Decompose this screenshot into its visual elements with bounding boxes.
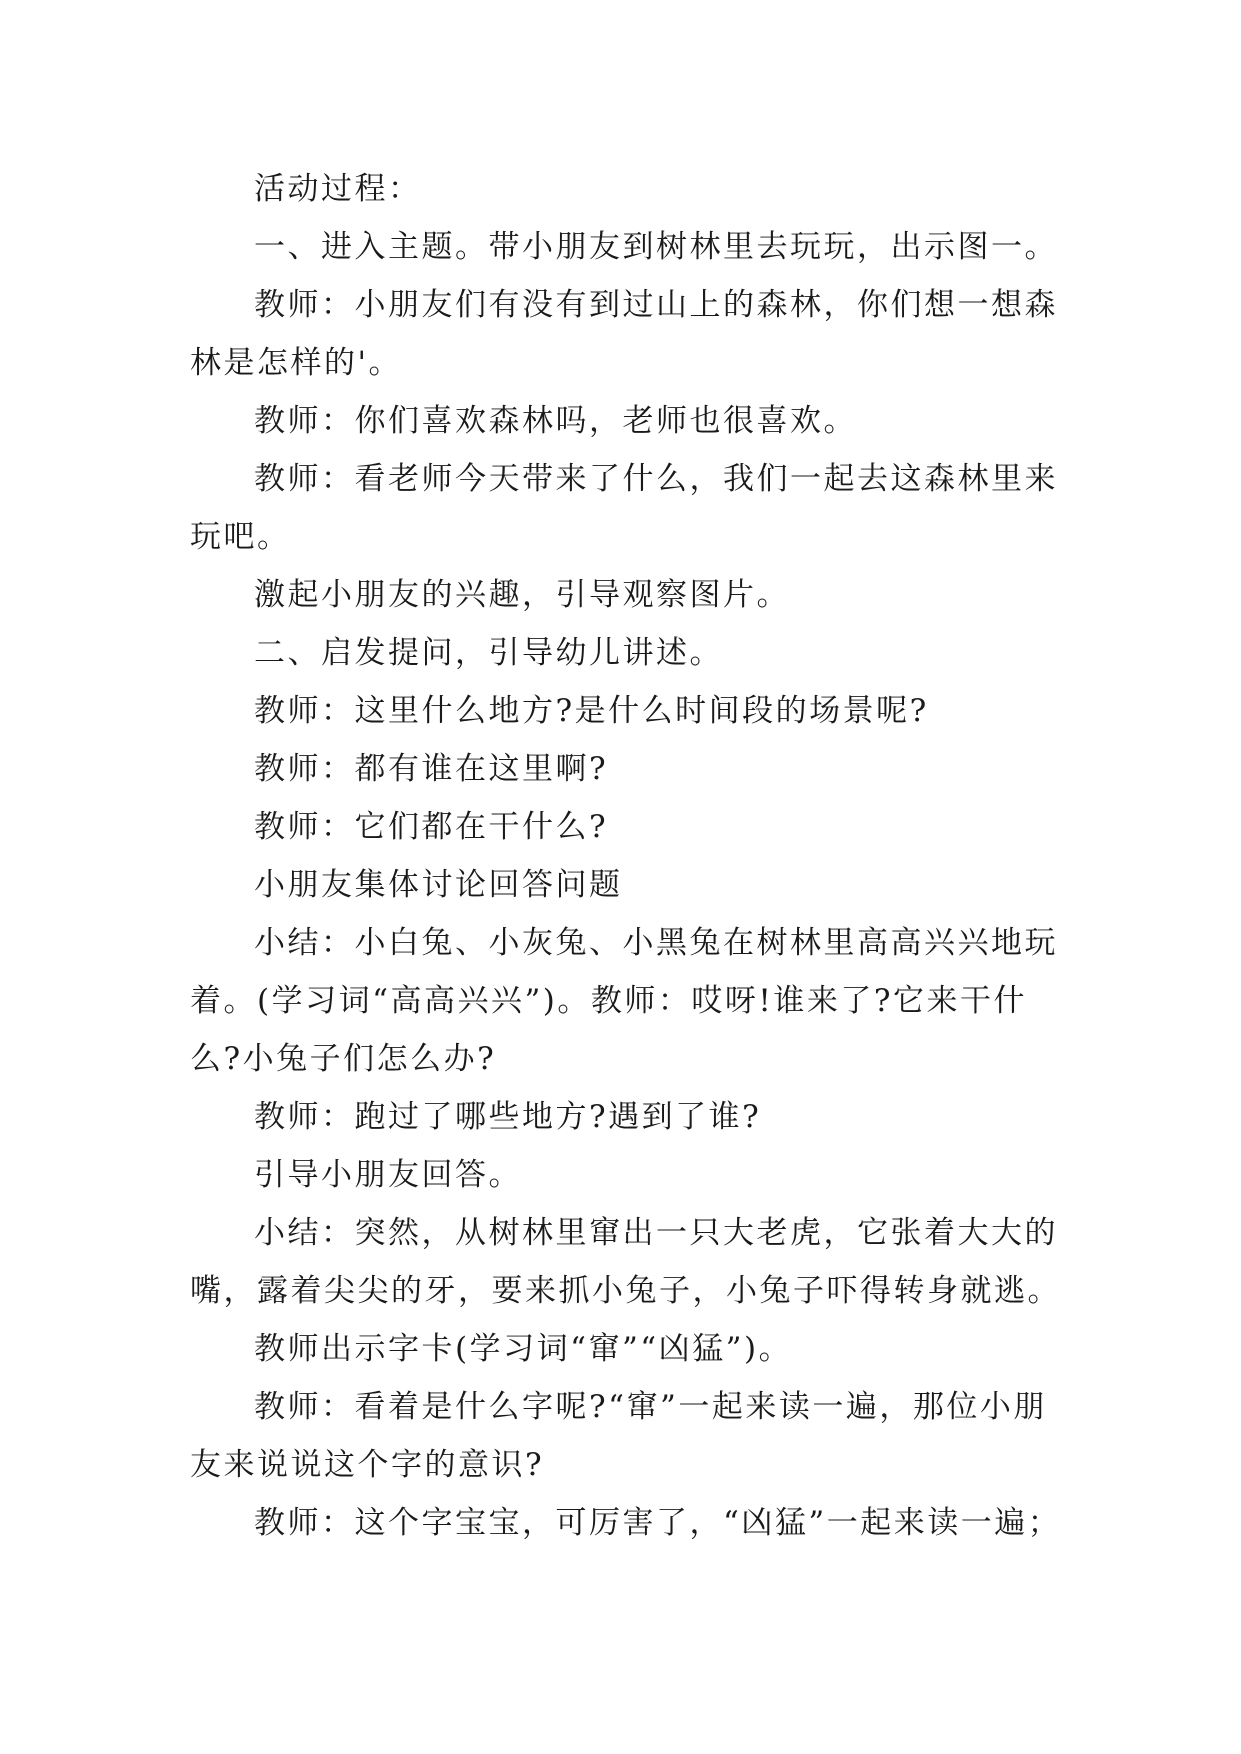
paragraph-teacher-read-xiongmeng: 教师：这个字宝宝，可厉害了，“凶猛”一起来读一遍； [254,1505,1062,1541]
paragraph-teacher-doing-what: 教师：它们都在干什么? [254,809,609,845]
paragraph-section-two: 二、启发提问，引导幼儿讲述。 [254,635,723,671]
paragraph-teacher-who: 教师：都有谁在这里啊? [254,751,609,787]
paragraph-summary-tiger: 小结：突然，从树林里窜出一只大老虎，它张着大大的嘴，露着尖尖的牙，要来抓小兔子，小兔子吓得转身就逃。 [190,1215,1061,1309]
document-body [190,160,1070,1552]
paragraph-spark-interest: 激起小朋友的兴趣，引导观察图片。 [254,577,790,613]
paragraph-teacher-read-cuan: 教师：看着是什么字呢?“窜”一起来读一遍，那位小朋友来说说这个字的意识? [190,1389,1047,1483]
paragraph-activity-process-heading: 活动过程： [254,171,422,207]
paragraph-teacher-brought-today: 教师：看老师今天带来了什么，我们一起去这森林里来玩吧。 [190,461,1058,555]
paragraph-teacher-where: 教师：这里什么地方?是什么时间段的场景呢? [254,693,929,729]
paragraph-group-discussion: 小朋友集体讨论回答问题 [254,867,623,903]
paragraph-teacher-ran-where: 教师：跑过了哪些地方?遇到了谁? [254,1099,762,1135]
paragraph-guide-answer: 引导小朋友回答。 [254,1157,522,1193]
paragraph-teacher-forest-question: 教师：小朋友们有没有到过山上的森林，你们想一想森林是怎样的'。 [190,287,1058,381]
paragraph-section-one: 一、进入主题。带小朋友到树林里去玩玩，出示图一。 [254,229,1058,265]
paragraph-word-cards: 教师出示字卡(学习词“窜”“凶猛”)。 [254,1331,793,1367]
paragraph-teacher-like-forest: 教师：你们喜欢森林吗，老师也很喜欢。 [254,403,857,439]
paragraph-summary-rabbits: 小结：小白兔、小灰兔、小黑兔在树林里高高兴兴地玩着。(学习词“高高兴兴”)。教师：哎呀!谁来了?它来干什么?小兔子们怎么办? [190,925,1058,1077]
